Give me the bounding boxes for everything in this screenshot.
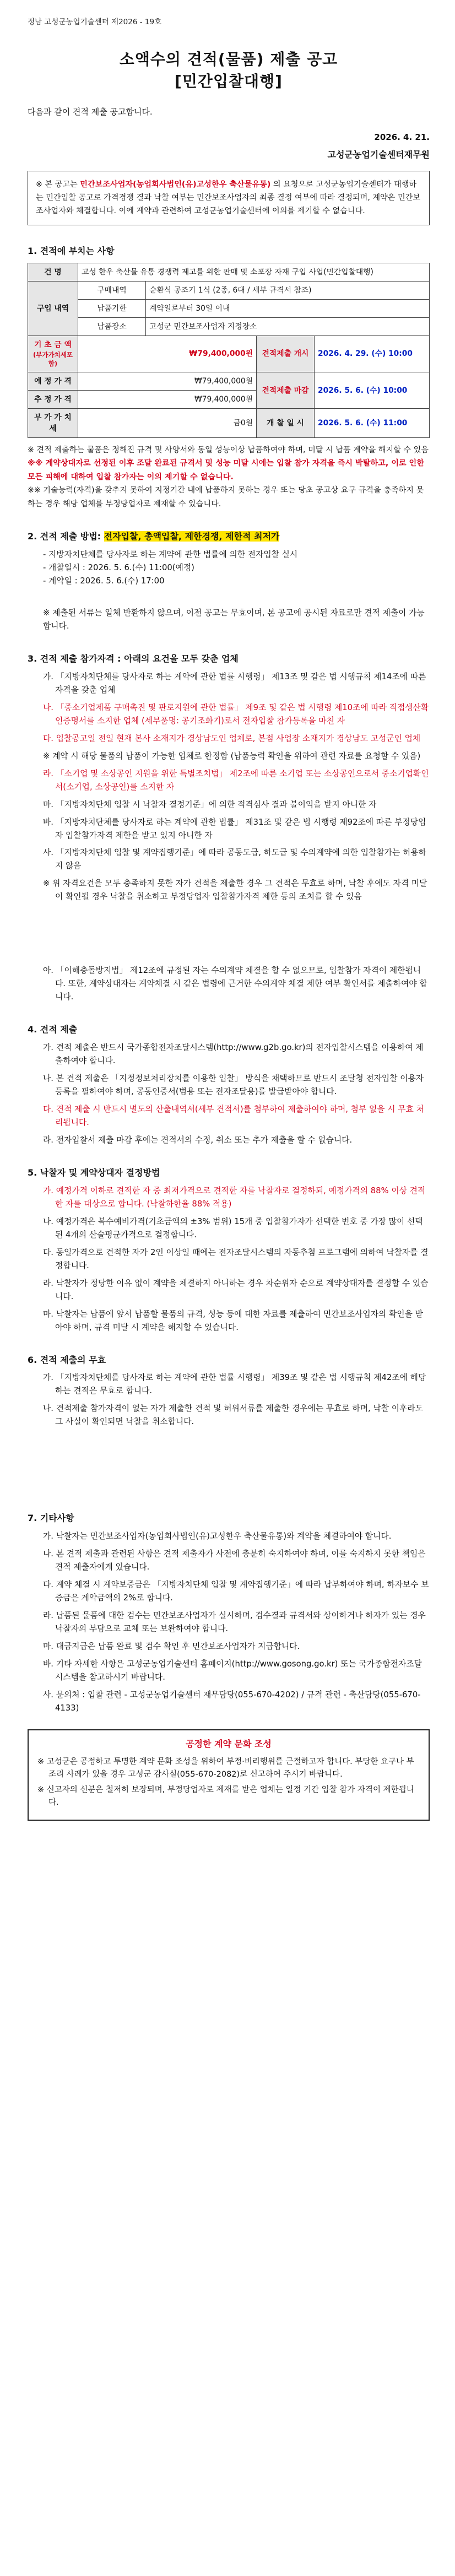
sec4-item-2: 나. 본 견적 제출은 「지정정보처리장치를 이용한 입찰」 방식을 채택하므로 반드시 조달청 전자입찰 이용자 등록을 필하여야 하며, 공동인증서(범용 또는 전자조달용)를 발급받아야 합니다. [43, 1074, 424, 1097]
section-6-heading: 6. 견적 제출의 무효 [28, 1354, 106, 1365]
section-2-heading [28, 529, 430, 544]
section-6-body [28, 1371, 430, 1428]
intro-text: 다음과 같이 견적 제출 공고합니다. [28, 107, 153, 117]
private-bid-notice-box [28, 171, 430, 225]
open-value-1: 2026. 4. 29. (수) 10:00 [315, 335, 430, 372]
section-1-heading: 1. 견적에 부치는 사항 [28, 245, 115, 256]
integrity-title: 공정한 계약 문화 조성 [186, 1738, 272, 1749]
sec5-item-3: 다. 동일가격으로 견적한 자가 2인 이상일 때에는 전자조달시스템의 자동추첨 프로그램에 의하여 낙찰자를 결정합니다. [43, 1247, 429, 1270]
section-5-heading: 5. 낙찰자 및 계약상대자 결정방법 [28, 1167, 160, 1178]
section-5-body [28, 1184, 430, 1334]
issuer-name: 고성군농업기술센터재무원 [327, 149, 430, 160]
sec6-item-1: 가. 「지방자치단체를 당사자로 하는 계약에 관한 법률 시행령」 제39조 및 같은 법 시행규칙 제42조에 해당하는 견적은 무효로 합니다. [43, 1373, 426, 1396]
section-2-heading-text: 2. 견적 제출 방법: [28, 531, 101, 542]
document-number: 정남 고성군농업기술센터 제2026 - 19호 [28, 18, 162, 26]
sec3-item-1: 가. 「지방자치단체를 당사자로 하는 계약에 관한 법률 시행령」 제13조 및 같은 법 시행규칙 제14조에 따른 자격을 갖춘 업체 [43, 672, 426, 695]
section-7-heading: 7. 기타사항 [28, 1513, 74, 1524]
method-value-1: 순환식 공조기 1식 (2종, 6대 / 세부 규격서 참조) [146, 281, 430, 299]
note-2: ※※ 계약상대자로 선정된 이후 조달 완료된 규격서 및 성능 미달 시에는 입찰 참가 자격을 즉시 박탈하고, 이로 인한 모든 피해에 대하여 입찰 참가자는 이의 제기할 수 없습니다. [28, 459, 424, 481]
section-7-body [28, 1530, 430, 1715]
integrity-text-1: ※ 고성군은 공정하고 투명한 계약 문화 조성을 위하여 부정·비리행위를 근절하고자 합니다. 부당한 요구나 부조리 사례가 있을 경우 고성군 감사실(055-670-2082)로 신고하여 주시기 바랍니다. [37, 1757, 414, 1779]
method-key-2: 납품기한 [78, 299, 146, 317]
notice-org: 민간보조사업자(농업회사법인(유)고성한우 축산물유통) [80, 180, 271, 189]
title-sub: [민간입찰대행] [175, 72, 283, 91]
sec5-item-1: 가. 예정가격 이하로 견적한 자 중 최저가격으로 견적한 자를 낙찰자로 결정하되, 예정가격의 88% 이상 견적한 자를 대상으로 합니다. (낙찰하한율 88% 적용) [43, 1186, 426, 1209]
notice-rest: 의 요청으로 고성군농업기술센터가 대행하는 민간입찰 공고로 가격경쟁 결과 낙찰 여부는 민간보조사업자의 최종 결정 여부에 따라 결정되며, 계약은 민간보조사업자와 체결합니다. 이에 계약과 관련하여 고성군농업기술센터에 이의를 제기할 수 없습니다. [36, 180, 421, 216]
sec3-item-7: 바. 「지방자치단체를 당사자로 하는 계약에 관한 법률」 제31조 및 같은 법 시행령 제92조에 따른 부정당업자 입찰참가자격 제한을 받고 있지 아니한 자 [43, 817, 426, 840]
name-value: 고성 한우 축산물 유통 경쟁력 제고를 위한 판매 및 소포장 자재 구입 사업(민간입찰대행) [78, 263, 430, 281]
open-value-2: 2026. 5. 6. (수) 10:00 [315, 372, 430, 409]
base-price-label-text: 기 초 금 액 [34, 340, 72, 349]
open-label-2: 견적제출 마감 [257, 372, 315, 409]
section-2-method-highlight: 전자입찰, 총액입찰, 제한경쟁, 제한적 최저가 [104, 531, 280, 542]
method-key-1: 구매내역 [78, 281, 146, 299]
section-4-heading: 4. 견적 제출 [28, 1024, 78, 1035]
base-price-note: (부가가치세포함) [33, 350, 73, 368]
sec3-item-5: 라. 「소기업 및 소상공인 지원을 위한 특별조치법」 제2조에 따른 소기업 또는 소상공인으로서 중소기업확인서(소기업, 소상공인)를 소지한 자 [43, 769, 429, 792]
estimated-price-label: 예 정 가 격 [28, 372, 78, 391]
sec3-item-9: ※ 위 자격요건을 모두 충족하지 못한 자가 견적을 제출한 경우 그 견적은 무효로 하며, 낙찰 후에도 자격 미달이 확인될 경우 낙찰을 취소하고 부정당업자 입찰참가자격 제한 등의 조치를 할 수 있음 [43, 879, 427, 902]
base-price-label [28, 335, 78, 372]
note-1: ※ 견적 제출하는 물품은 정해진 규격 및 사양서와 동일 성능이상 납품하여야 하며, 미달 시 납품 계약을 해지할 수 있음 [28, 446, 429, 455]
vat-value: 금0원 [78, 409, 257, 438]
integrity-text-2: ※ 신고자의 신분은 철저히 보장되며, 부정당업자로 제재를 받은 업체는 일정 기간 입찰 참가 자격이 제한됩니다. [37, 1785, 414, 1807]
notice-date: 2026. 4. 21. [374, 132, 430, 143]
section-2-note: ※ 제출된 서류는 일체 반환하지 않으며, 이전 공고는 무효이며, 본 공고에 공시된 자료로만 견적 제출이 가능합니다. [43, 608, 425, 631]
method-label: 구입 내역 [28, 281, 78, 335]
sec4-item-4: 라. 전자입찰서 제출 마감 후에는 견적서의 수정, 취소 또는 추가 제출을 할 수 없습니다. [43, 1135, 353, 1145]
sec2-line-2: - 개찰일시 : 2026. 5. 6.(수) 11:00(예정) [43, 563, 194, 573]
open-label-1: 견적제출 개시 [257, 335, 315, 372]
section-4-body [28, 1041, 430, 1147]
integrity-notice-box [28, 1729, 430, 1821]
notice-label: ※ 본 공고는 [36, 180, 78, 189]
sec2-line-1: - 지방자치단체를 당사자로 하는 계약에 관한 법률에 의한 전자입찰 실시 [43, 550, 298, 560]
open-value-3: 2026. 5. 6. (수) 11:00 [315, 409, 430, 438]
note-3: ※※ 기술능력(자격)을 갖추지 못하여 지정기간 내에 납품하지 못하는 경우 또는 당초 공고상 요구 규격을 충족하지 못하는 경우 해당 업체를 부정당업자로 제재할 수 있습니다. [28, 486, 424, 508]
budget-price-label: 추 정 가 격 [28, 391, 78, 409]
spec-table [28, 263, 430, 438]
section-2-body [28, 548, 430, 588]
section-3-body [28, 670, 430, 904]
open-label-3: 개 찰 일 시 [257, 409, 315, 438]
sec7-item-3: 다. 계약 체결 시 계약보증금은 「지방자치단체 입찰 및 계약집행기준」에 따라 납부하여야 하며, 하자보수 보증금은 계약금액의 2%로 합니다. [43, 1580, 429, 1603]
sec3-item-8: 사. 「지방자치단체 입찰 및 계약집행기준」에 따라 공동도급, 하도급 및 수의계약에 의한 입찰참가는 허용하지 않음 [43, 848, 426, 871]
sec6-item-2: 나. 견적제출 참가자격이 없는 자가 제출한 견적 및 허위서류를 제출한 경우에는 무효로 하며, 낙찰 이후라도 그 사실이 확인되면 낙찰을 취소합니다. [43, 1404, 423, 1427]
method-value-3: 고성군 민간보조사업자 지정장소 [146, 317, 430, 335]
sec2-line-3: - 계약일 : 2026. 5. 6.(수) 17:00 [43, 576, 165, 586]
sec7-item-2: 나. 본 견적 제출과 관련된 사항은 견적 제출자가 사전에 충분히 숙지하여야 하며, 이를 숙지하지 못한 책임은 견적 제출자에게 있습니다. [43, 1549, 426, 1572]
method-value-2: 계약일로부터 30일 이내 [146, 299, 430, 317]
sec3-item-4: ※ 계약 시 해당 물품의 납품이 가능한 업체로 한정함 (납품능력 확인을 위하여 관련 자료를 요청할 수 있음) [43, 751, 421, 761]
sec7-item-1: 가. 낙찰자는 민간보조사업자(농업회사법인(유)고성한우 축산물유통)와 계약을 체결하여야 합니다. [43, 1531, 392, 1541]
sec7-item-5: 마. 대금지급은 납품 완료 및 검수 확인 후 민간보조사업자가 지급합니다. [43, 1642, 300, 1652]
title-main: 소액수의 견적(물품) 제출 공고 [119, 50, 338, 68]
section-1-notes [28, 443, 430, 511]
sec7-item-6: 바. 기타 자세한 사항은 고성군농업기술센터 홈페이지(http://www.gosong.go.kr) 또는 국가종합전자조달시스템을 참고하시기 바랍니다. [43, 1659, 422, 1682]
name-label: 건 명 [28, 263, 78, 281]
sec7-item-7: 사. 문의처 : 입찰 관련 - 고성군농업기술센터 재무담당(055-670-4202) / 규격 관련 - 축산담당(055-670-4133) [43, 1690, 421, 1713]
page-title [28, 48, 430, 93]
method-key-3: 납품장소 [78, 317, 146, 335]
vat-label: 부 가 가 치 세 [28, 409, 78, 438]
sec3b-item-1: 아. 「이해충돌방지법」 제12조에 규정된 자는 수의계약 체결을 할 수 없으므로, 입찰참가 자격이 제한됩니다. 또한, 계약상대자는 계약체결 시 같은 법령에 근거한 수의계약 체결 제한 여부 확인서를 제출하여야 합니다. [43, 966, 427, 1002]
sec5-item-4: 라. 낙찰자가 정당한 이유 없이 계약을 체결하지 아니하는 경우 차순위자 순으로 계약상대자를 결정할 수 있습니다. [43, 1278, 429, 1301]
sec5-item-5: 마. 낙찰자는 납품에 앞서 납품할 물품의 규격, 성능 등에 대한 자료를 제출하여 민간보조사업자의 확인을 받아야 하며, 규격 미달 시 계약을 해지할 수 있습니다. [43, 1309, 423, 1332]
sec3-item-2: 나. 「중소기업제품 구매촉진 및 판로지원에 관한 법률」 제9조 및 같은 법 시행령 제10조에 따라 직접생산확인증명서를 소지한 업체 (세부품명: 공기조화기)로서 전자입찰 참가등록을 마친 자 [43, 702, 429, 726]
sec4-item-3: 다. 견적 제출 시 반드시 별도의 산출내역서(세부 견적서)를 첨부하여 제출하여야 하며, 첨부 없을 시 무효 처리됩니다. [43, 1105, 424, 1128]
base-price-value: ₩79,400,000원 [78, 335, 257, 372]
estimated-price-value: ₩79,400,000원 [78, 372, 257, 391]
section-3-heading: 3. 견적 제출 참가자격 : 아래의 요건을 모두 갖춘 업체 [28, 653, 239, 664]
sec3-item-3: 다. 입찰공고일 전일 현재 본사 소재지가 경상남도인 업체로, 본점 사업장 소재지가 경상남도 고성군인 업체 [43, 733, 421, 743]
sec4-item-1: 가. 견적 제출은 반드시 국가종합전자조달시스템(http://www.g2b.go.kr)의 전자입찰시스템을 이용하여 제출하여야 합니다. [43, 1043, 424, 1066]
budget-price-value: ₩79,400,000원 [78, 391, 257, 409]
sec7-item-4: 라. 납품된 물품에 대한 검수는 민간보조사업자가 실시하며, 검수결과 규격서와 상이하거나 하자가 있는 경우 낙찰자의 부담으로 교체 또는 보완하여야 합니다. [43, 1611, 426, 1634]
section-3b-body [28, 964, 430, 1004]
sec5-item-2: 나. 예정가격은 복수예비가격(기초금액의 ±3% 범위) 15개 중 입찰참가자가 선택한 번호 중 가장 많이 선택된 4개의 산술평균가격으로 결정합니다. [43, 1216, 423, 1240]
sec3-item-6: 마. 「지방자치단체 입찰 시 낙찰자 결정기준」에 의한 적격심사 결과 불이익을 받지 아니한 자 [43, 799, 377, 809]
